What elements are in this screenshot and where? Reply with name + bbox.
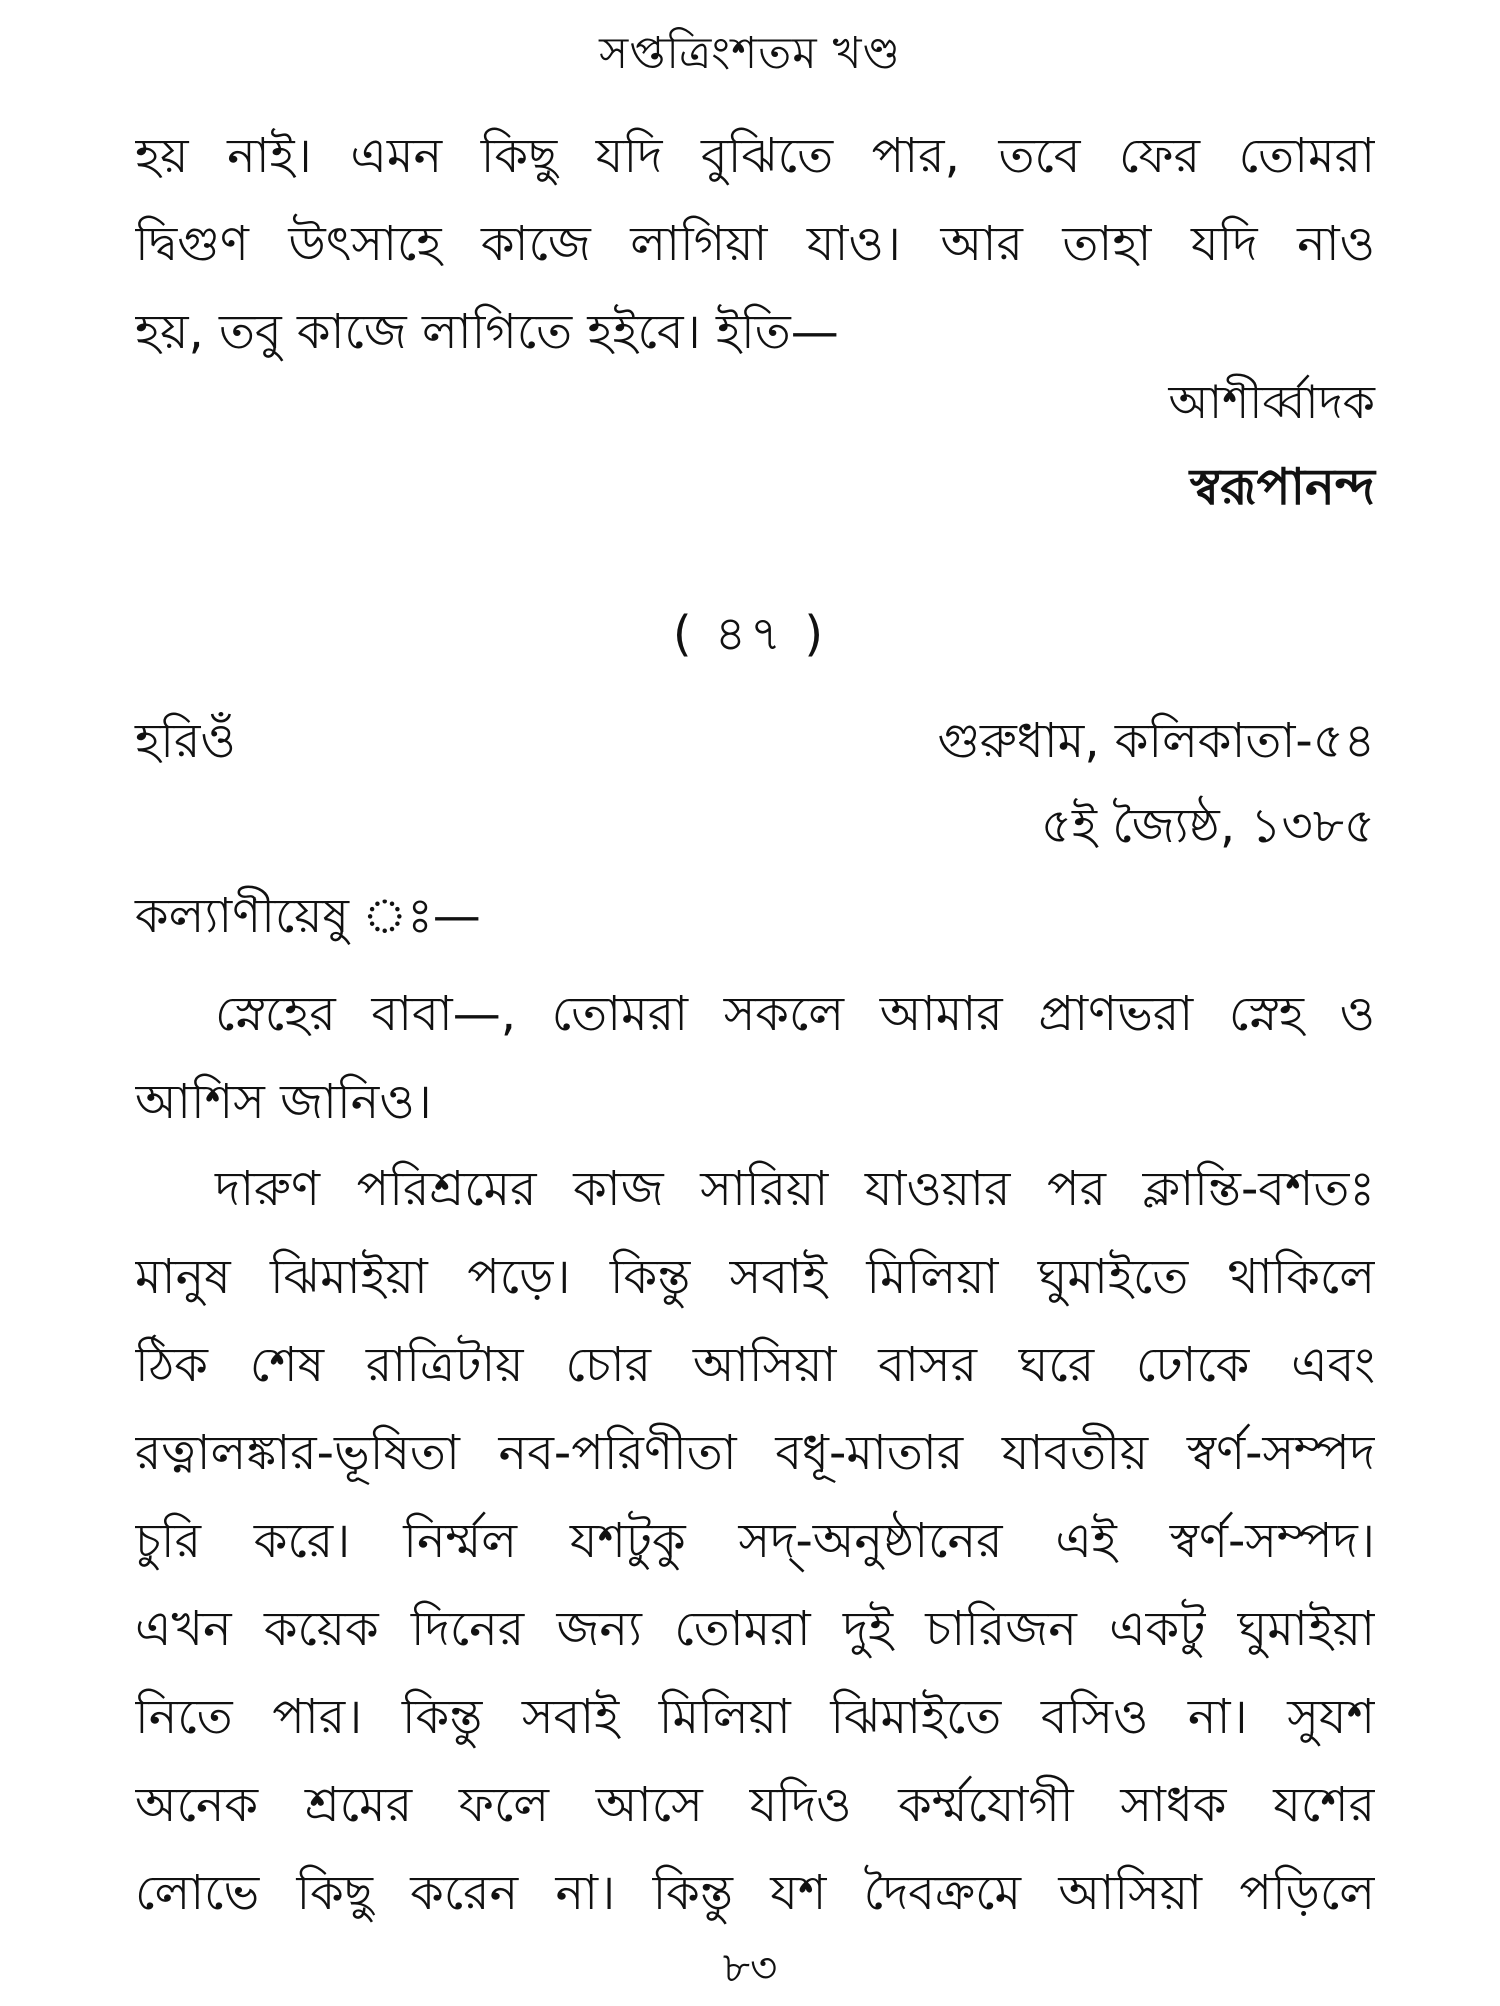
closing-blessing: আশীর্ব্বাদক bbox=[1168, 375, 1375, 429]
text-line: দারুণ পরিশ্রমের কাজ সারিয়া যাওয়ার পর ক্লান্তি-বশতঃ bbox=[215, 1161, 1375, 1217]
text-line: লোভে কিছু করেন না। কিন্তু যশ দৈবক্রমে আসিয়া পড়িলে bbox=[135, 1865, 1375, 1921]
paragraph-2 bbox=[135, 1145, 1375, 1937]
salutation: কল্যাণীয়েষু ঃ— bbox=[135, 888, 481, 944]
letter-place: গুরুধাম, কলিকাতা-৫৪ bbox=[937, 713, 1375, 769]
text-line: অনেক শ্রমের ফলে আসে যদিও কর্ম্মযোগী সাধক যশের bbox=[135, 1777, 1375, 1833]
text-line: রত্নালঙ্কার-ভূষিতা নব-পরিণীতা বধূ-মাতার যাবতীয় স্বর্ণ-সম্পদ bbox=[135, 1425, 1375, 1481]
greeting: হরিওঁ bbox=[135, 713, 236, 769]
text-line: দ্বিগুণ উৎসাহে কাজে লাগিয়া যাও। আর তাহা যদি নাও bbox=[135, 216, 1375, 272]
text-line: নিতে পার। কিন্তু সবাই মিলিয়া ঝিমাইতে বসিও না। সুযশ bbox=[135, 1689, 1375, 1745]
letter-number: ( ৪৭ ) bbox=[672, 606, 828, 662]
letter-date: ৫ই জ্যৈষ্ঠ, ১৩৮৫ bbox=[1040, 798, 1375, 854]
text-line: আশিস জানিও। bbox=[135, 1074, 432, 1130]
text-line: এখন কয়েক দিনের জন্য তোমরা দুই চারিজন একটু ঘুমাইয়া bbox=[135, 1601, 1375, 1657]
text-line: স্নেহের বাবা—, তোমরা সকলে আমার প্রাণভরা স্নেহ ও bbox=[215, 986, 1375, 1042]
text-line: হয়, তবু কাজে লাগিতে হইবে। ইতি— bbox=[135, 304, 839, 360]
paragraph-1 bbox=[135, 970, 1375, 1146]
paragraph-top bbox=[135, 112, 1375, 376]
text-line: ঠিক শেষ রাত্রিটায় চোর আসিয়া বাসর ঘরে ঢোকে এবং bbox=[135, 1337, 1375, 1393]
text-line: হয় নাই। এমন কিছু যদি বুঝিতে পার, তবে ফের তোমরা bbox=[135, 128, 1375, 184]
text-line: মানুষ ঝিমাইয়া পড়ে। কিন্তু সবাই মিলিয়া ঘুমাইতে থাকিলে bbox=[135, 1249, 1375, 1305]
text-line: চুরি করে। নির্ম্মল যশটুকু সদ্‌-অনুষ্ঠানের এই স্বর্ণ-সম্পদ। bbox=[135, 1513, 1375, 1569]
running-head: সপ্তত্রিংশতম খণ্ড bbox=[599, 28, 901, 79]
page-number: ৮৩ bbox=[722, 1943, 778, 1992]
signature: স্বরূপানন্দ bbox=[1189, 458, 1375, 516]
